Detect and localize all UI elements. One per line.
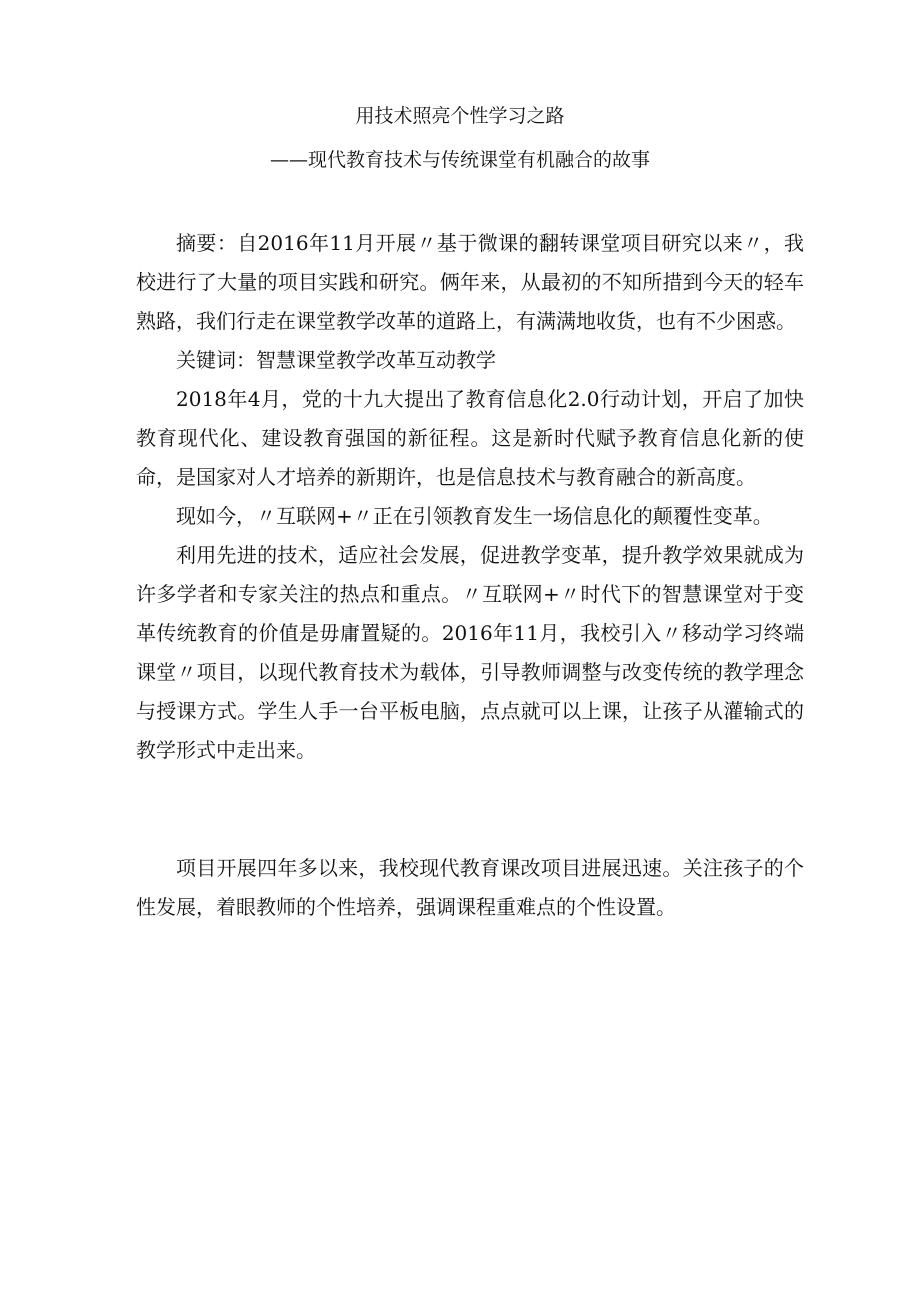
body-paragraph-education-plan: 2018年4月，党的十九大提出了教育信息化2.0行动计划，开启了加快教育现代化、建设教育强国的新征程。这是新时代赋予教育信息化新的使命，是国家对人才培养的新期许，也是信息技术与教育融合的新高度。 [136, 387, 804, 489]
body-paragraph-project-progress: 项目开展四年多以来，我校现代教育课改项目进展迅速。关注孩子的个性发展，着眼教师的个性培养，强调课程重难点的个性设置。 [136, 856, 804, 919]
keywords-line: 关键词：智慧课堂教学改革互动教学 [176, 348, 496, 372]
abstract-paragraph: 摘要：自2016年11月开展〃基于微课的翻转课堂项目研究以来〃，我校进行了大量的项目实践和研究。俩年来，从最初的不知所措到今天的轻车熟路，我们行走在课堂教学改革的道路上，有满满地收货，也有不少困惑。 [136, 231, 804, 333]
document-title: 用技术照亮个性学习之路 [355, 105, 565, 127]
body-paragraph-smart-classroom: 利用先进的技术，适应社会发展，促进教学变革，提升教学效果就成为许多学者和专家关注的热点和重点。〃互联网+〃时代下的智慧课堂对于变革传统教育的价值是毋庸置疑的。2016年11月，我校引入〃移动学习终端课堂〃项目，以现代教育技术为载体，引导教师调整与改变传统的教学理念与授课方式。学生人手一台平板电脑，点点就可以上课，让孩子从灌输式的教学形式中走出来。 [136, 543, 804, 762]
body-paragraph-internet-plus: 现如今，〃互联网+〃正在引领教育发生一场信息化的颠覆性变革。 [176, 504, 773, 528]
document-subtitle: ——现代教育技术与传统课堂有机融合的故事 [269, 149, 650, 171]
